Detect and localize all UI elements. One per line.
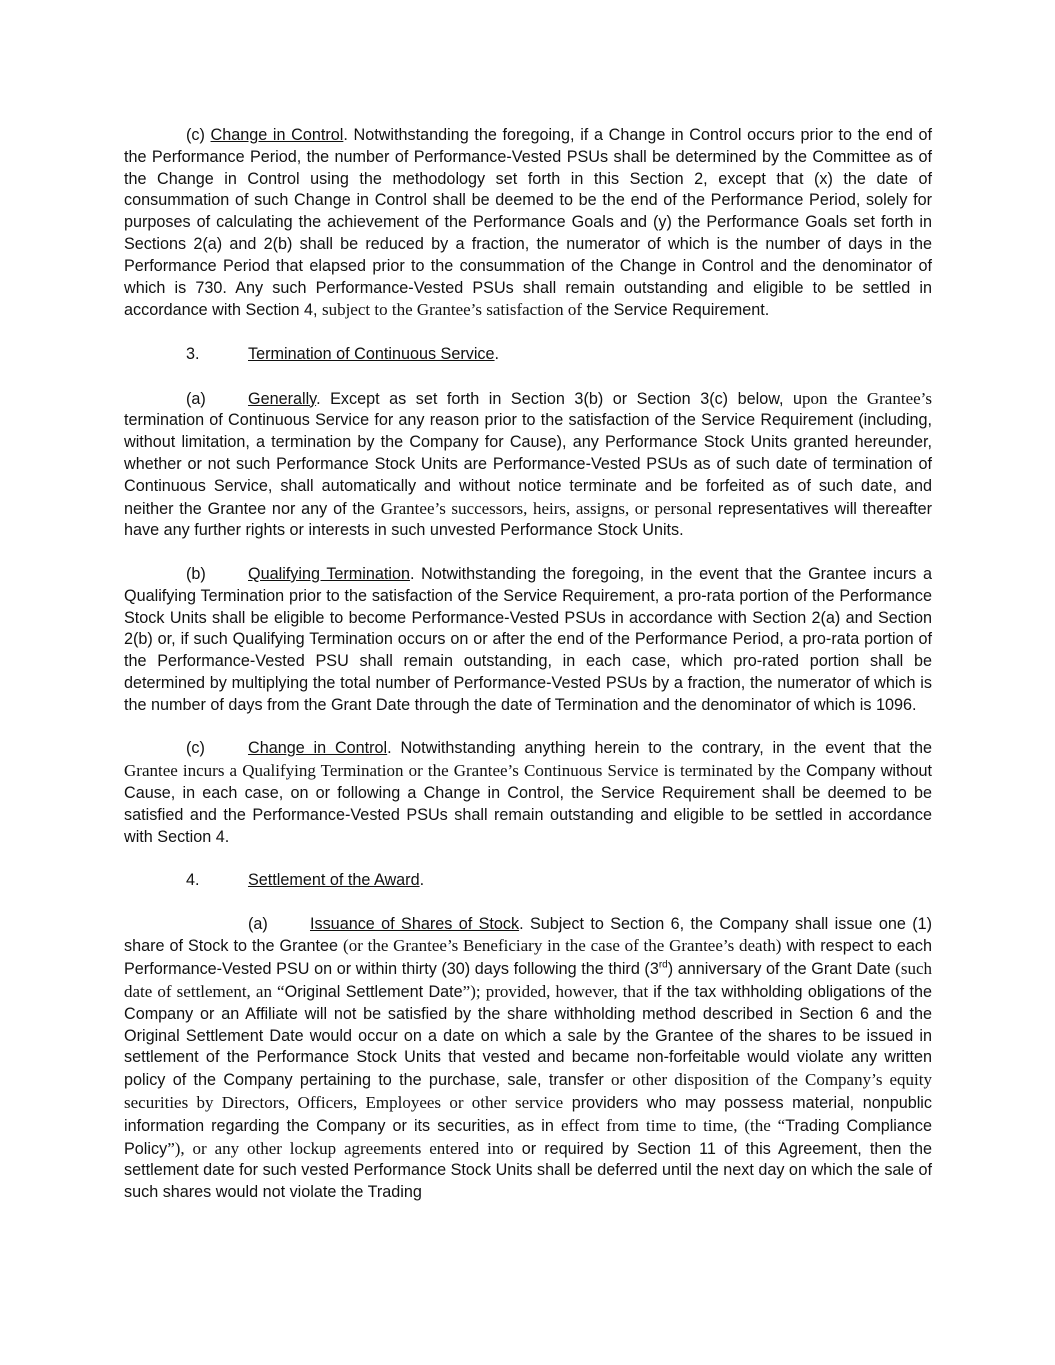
section-4a-body-6: providers who may possess material, nonpublic information regarding the Company or its securities, as in [124, 1094, 933, 1135]
section-4a-serif-3: ”); provided, however, that [462, 982, 654, 1002]
section-4-heading [124, 870, 932, 892]
section-4a-body-8: or required by Section 11 of this Agreement, then the settlement date for such vested Performance Stock Units shall be deferred until the next day on which the sale of such shares would not violate the Trading [124, 1139, 933, 1202]
section-4a-body-5: if the tax withholding obligations of the Company or an Affiliate will not be satisfied by the share withholding method described in Section 6 and the Original Settlement Date would occur on a date on which a sale by the Grantee of the shares to be issued in settlement of the Performance Stock Units that vested and became non-forfeitable would violate any written policy of the Company pertaining to the purchase, sale, transfer [124, 983, 932, 1090]
section-2c-serif-tail: subject to the Grantee’s satisfaction of [321, 300, 583, 320]
section-2c-label: (c) [186, 126, 211, 144]
section-2c-paragraph [124, 125, 932, 322]
section-4a-body-1: . Subject to Section 6, the Company shall issue one (1) share of Stock to the Grantee [124, 914, 932, 956]
section-4a-label: (a) [248, 914, 268, 933]
section-2c-body: . Notwithstanding the foregoing, if a Change in Control occurs prior to the end of the Performance Period, the number of Performance-Vested PSUs shall be determined by the Committee as of the Change in Control using the methodology set forth in this Section 2, except that (x) the date of consummation of such Change in Control shall be deemed to be the end of the Performance Period, solely for purposes of calculating the achievement of the Performance Goals and (y) the Performance Goals set forth in Sections 2(a) and 2(b) shall be reduced by a fraction, the numerator of which is the number of days in the Performance Period that elapsed prior to the consummation of the Change in Control and the denominator of which is 730. Any such Performance-Vested PSUs shall remain outstanding and eligible to be settled in accordance with Section 4, [124, 126, 933, 320]
section-3a-body-3: representatives will thereafter have any further rights or interests in such unvested Performance Stock Units. [124, 499, 932, 540]
section-4a-serif-4: or other disposition of the Company’s equity securities by Directors, Officers, Employees or other service [124, 1070, 932, 1113]
section-4-end: . [419, 871, 425, 890]
section-3c-title: Change in Control [248, 739, 388, 758]
section-4a-serif-2: (such date of settlement, an “ [124, 959, 932, 1002]
section-3b-label: (b) [186, 564, 206, 583]
section-4a-title: Issuance of Shares of Stock [310, 914, 520, 933]
section-2c-end: the Service Requirement. [582, 301, 770, 320]
section-4a-body-4: Original Settlement Date [284, 983, 463, 1002]
section-2c-title: Change in Control [210, 126, 344, 144]
section-3c-paragraph [124, 738, 932, 848]
section-3b-body: . Notwithstanding the foregoing, in the event that the Grantee incurs a Qualifying Termination prior to the satisfaction of the Service Requirement, a pro-rata portion of the Performance Stock Units shall be eligible to become Performance-Vested PSUs in accordance with Section 2(a) and Section 2(b) or, if such Qualifying Termination occurs on or after the end of the Performance Period, a pro-rata portion of the Performance-Vested PSU shall remain outstanding, in each case, which pro-rated portion shall be determined by multiplying the total number of Performance-Vested PSUs by a fraction, the numerator of which is the number of days from the Grant Date through the date of Termination and the denominator of which is 1096. [124, 564, 932, 714]
section-3-title: Termination of Continuous Service [248, 344, 495, 363]
section-3a-body-1: . Except as set forth in Section 3(b) or Section 3(c) below, u [316, 389, 803, 408]
section-3-end: . [494, 344, 500, 363]
document-page [124, 125, 932, 1226]
section-3a-serif-1: pon the Grantee’s [802, 388, 932, 408]
section-3c-serif-1: Grantee incurs a Qualifying Termination or the Grantee’s Continuous Service is terminated by the [124, 761, 801, 781]
section-3a-body-2: termination of Continuous Service for any reason prior to the satisfaction of the Service Requirement (including, without limitation, a termination by the Company for Cause), any Performance Stock Units granted hereunder, whether or not such Performance Stock Units are Performance-Vested PSUs as of such date of termination of Continuous Service, shall automatically and without notice terminate and be forfeited as of such date, and neither the Grantee nor any of the [124, 411, 932, 518]
section-3c-body-2: Company without Cause, in each case, on or following a Change in Control, the Service Requirement shall be deemed to be satisfied and the Performance-Vested PSUs shall remain outstanding and eligible to be settled in accordance with Section 4. [124, 762, 932, 846]
section-3a-serif-2: Grantee’s successors, heirs, assigns, or personal [380, 498, 713, 518]
section-3c-label: (c) [186, 739, 205, 758]
section-3a-title: Generally [248, 389, 317, 408]
section-3c-body-1: . Notwithstanding anything herein to the contrary, in the event that the [387, 739, 932, 758]
section-4a-body-2: with respect to each Performance-Vested PSU on or within thirty (30) days following the third (3 [124, 937, 932, 979]
section-3b-title: Qualifying Termination [248, 564, 410, 583]
section-3a-paragraph [124, 388, 932, 543]
section-4a-paragraph [124, 914, 932, 1204]
section-4a-serif-5: effect from time to time, (the “ [560, 1115, 786, 1135]
section-4a-serif-1: (or the Grantee’s Beneficiary in the case of the Grantee’s death) [343, 936, 782, 956]
section-4a-serif-6: ”), or any other lockup agreements entered into [167, 1138, 514, 1158]
section-3-heading [124, 344, 932, 366]
section-4a-body-7: Trading Compliance Policy [124, 1116, 932, 1158]
section-4a-superscript: rd [658, 959, 668, 971]
section-4a-body-3: ) anniversary of the Grant Date [667, 960, 896, 979]
section-3a-label: (a) [186, 389, 206, 408]
section-3b-paragraph [124, 564, 932, 717]
section-3-number: 3. [186, 344, 200, 363]
section-4-number: 4. [186, 871, 200, 890]
section-4-title: Settlement of the Award [248, 871, 420, 890]
